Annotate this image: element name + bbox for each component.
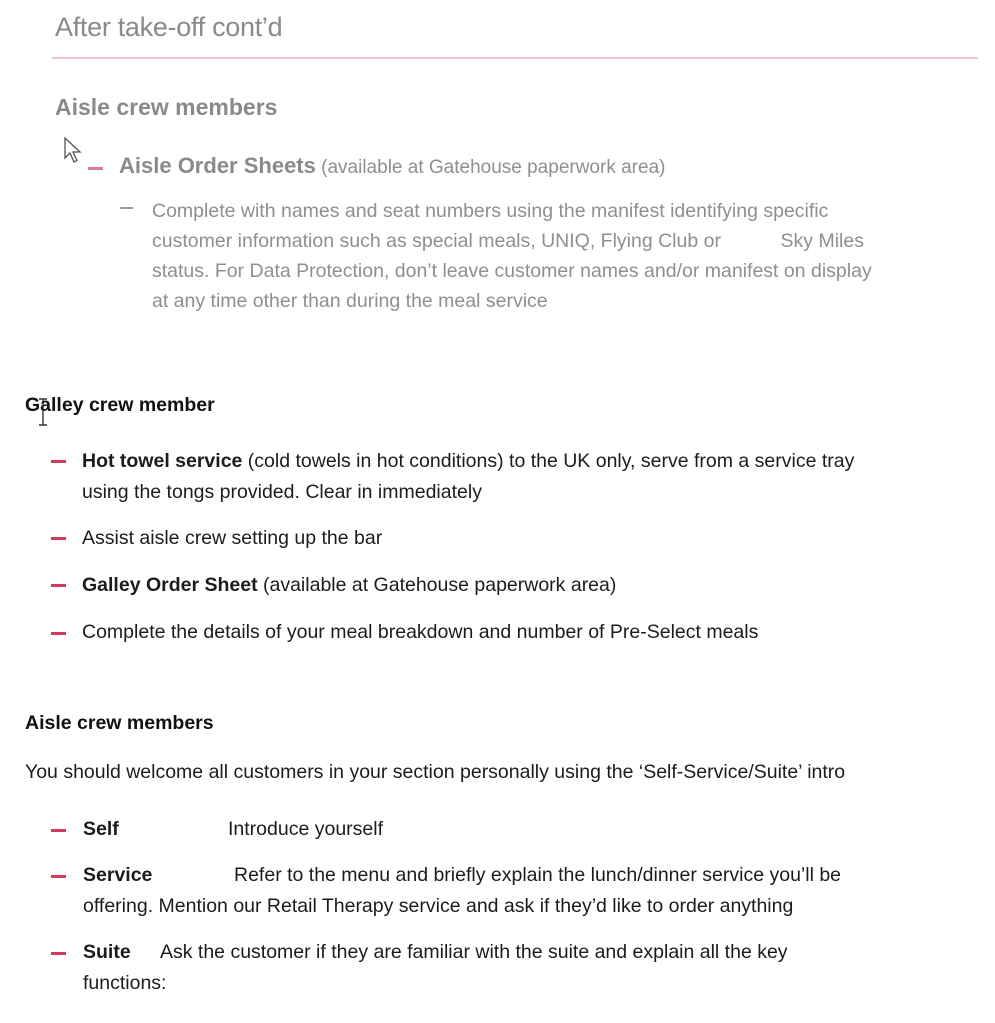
- aisle-item-detail-line2: offering. Mention our Retail Therapy service and ask if they’d like to order anything: [83, 895, 794, 917]
- faded-paragraph-line: customer information such as special meals, UNIQ, Flying Club or Sky Miles: [152, 230, 864, 252]
- faded-paragraph-line: at any time other than during the meal service: [152, 290, 548, 312]
- aisle-item-title: Service: [83, 864, 153, 886]
- aisle-item-title: Suite: [83, 941, 131, 963]
- galley-item: Complete the details of your meal breakdown and number of Pre-Select meals: [82, 621, 759, 643]
- aisle-item: [83, 814, 383, 845]
- galley-item-title: Hot towel service: [82, 450, 243, 472]
- faded-section-heading: Aisle crew members: [55, 94, 278, 120]
- aisle-intro: You should welcome all customers in your section personally using the ‘Self-Service/Suite’ intro: [25, 761, 846, 783]
- galley-heading: Galley crew member: [25, 394, 215, 416]
- text-cursor-icon: [38, 397, 48, 427]
- aisle-item-detail-line2: functions:: [83, 972, 167, 994]
- mouse-pointer-icon: [63, 136, 83, 164]
- galley-item-detail-line2: using the tongs provided. Clear in immediately: [82, 481, 482, 503]
- faded-item-detail: (available at Gatehouse paperwork area): [315, 157, 666, 178]
- galley-item: Assist aisle crew setting up the bar: [82, 527, 383, 549]
- aisle-item: [83, 937, 983, 999]
- dash-bullet-icon: [51, 460, 66, 463]
- aisle-item-detail: Ask the customer if they are familiar with the suite and explain all the key: [160, 941, 788, 963]
- faded-paragraph-line: status. For Data Protection, don’t leave customer names and/or manifest on display: [152, 260, 872, 282]
- faded-paragraph: [152, 196, 967, 316]
- aisle-item: [83, 860, 983, 922]
- title-underline: [52, 57, 978, 59]
- aisle-item-title: Self: [83, 818, 119, 840]
- page-title: After take-off cont’d: [55, 12, 283, 42]
- dash-bullet-icon: [51, 875, 66, 878]
- aisle-item-detail: Introduce yourself: [228, 818, 384, 840]
- galley-item-detail: (cold towels in hot conditions) to the UK only, serve from a service tray: [242, 450, 855, 472]
- faded-item-title: Aisle Order Sheets: [119, 153, 316, 178]
- aisle-item-detail: Refer to the menu and briefly explain the lunch/dinner service you’ll be: [234, 864, 842, 886]
- dash-bullet-icon: [51, 952, 66, 955]
- galley-item: [82, 446, 982, 508]
- dash-bullet-icon: [51, 537, 66, 540]
- dash-bullet-icon: [88, 167, 103, 170]
- dash-bullet-icon: [120, 207, 133, 209]
- dash-bullet-icon: [51, 829, 66, 832]
- faded-item: [119, 153, 665, 179]
- aisle-heading: Aisle crew members: [25, 712, 214, 734]
- galley-item-detail: (available at Gatehouse paperwork area): [257, 574, 617, 596]
- dash-bullet-icon: [51, 584, 66, 587]
- faded-paragraph-line: Complete with names and seat numbers using the manifest identifying specific: [152, 200, 829, 222]
- galley-item: [82, 570, 616, 601]
- galley-item-title: Galley Order Sheet: [82, 574, 258, 596]
- dash-bullet-icon: [51, 632, 66, 635]
